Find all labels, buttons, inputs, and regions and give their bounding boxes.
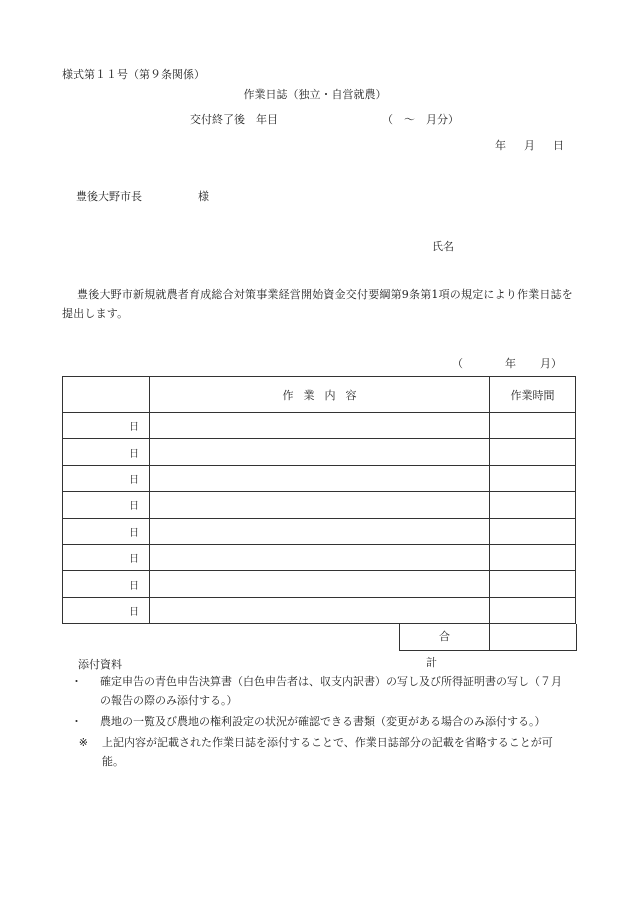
table-row: [63, 544, 576, 570]
content-cell[interactable]: [150, 413, 490, 439]
list-item: [62, 672, 582, 710]
submission-date: [477, 137, 564, 153]
total-row: [399, 624, 577, 669]
list-item: [62, 712, 582, 731]
hours-cell[interactable]: [490, 571, 576, 597]
form-number: 様式第１１号（第９条関係）: [62, 68, 205, 81]
hours-cell[interactable]: [490, 597, 576, 623]
table-row: [63, 439, 576, 465]
date-year: 年: [495, 139, 506, 152]
report-period: [190, 111, 459, 127]
content-cell[interactable]: [150, 544, 490, 570]
period-range: （ ～ 月分）: [382, 113, 459, 126]
date-day: 日: [553, 139, 564, 152]
hours-cell[interactable]: [490, 518, 576, 544]
bullet-mark: ・: [71, 715, 82, 728]
body-text: 豊後大野市新規就農者育成総合対策事業経営開始資金交付要綱第9条第1項の規定により作業日誌を提出します。: [62, 288, 573, 320]
header-content: 作業内容: [150, 377, 490, 413]
day-cell[interactable]: 日: [63, 571, 150, 597]
day-cell[interactable]: 日: [63, 413, 150, 439]
day-cell[interactable]: 日: [63, 439, 150, 465]
list-item-text: 上記内容が記載された作業日誌を添付することで、作業日誌部分の記載を省略することが可能。: [102, 736, 553, 768]
month-label-year: 年: [505, 357, 516, 370]
month-label-open: （: [452, 357, 463, 370]
hours-cell[interactable]: [490, 439, 576, 465]
table-header-row: [63, 377, 576, 413]
total-hours-cell[interactable]: [489, 624, 577, 651]
work-log-table: [62, 376, 576, 624]
table-row: [63, 413, 576, 439]
header-hours: 作業時間: [490, 377, 576, 413]
table-row: [63, 518, 576, 544]
hours-cell[interactable]: [490, 544, 576, 570]
content-cell[interactable]: [150, 597, 490, 623]
content-cell[interactable]: [150, 571, 490, 597]
date-month: 月: [524, 139, 535, 152]
day-cell[interactable]: 日: [63, 597, 150, 623]
table-row: [63, 597, 576, 623]
addressee: [76, 188, 209, 204]
attachments-title: 添付資料: [78, 658, 122, 671]
list-item-text: 農地の一覧及び農地の権利設定の状況が確認できる書類（変更がある場合のみ添付する。）: [100, 715, 546, 728]
header-day: [63, 377, 150, 413]
addressee-honorific: 様: [198, 190, 209, 203]
month-label-month: 月）: [540, 357, 562, 370]
month-label: [452, 355, 562, 371]
page-title: 作業日誌（独立・自営就農）: [243, 88, 387, 101]
table-row: [63, 465, 576, 491]
table-row: [63, 571, 576, 597]
day-cell[interactable]: 日: [63, 544, 150, 570]
list-item: [62, 733, 582, 771]
attachments-list: [62, 672, 582, 773]
addressee-name: 豊後大野市長: [76, 190, 142, 203]
asterisk-mark: ※: [78, 736, 88, 749]
day-cell[interactable]: 日: [63, 465, 150, 491]
day-cell[interactable]: 日: [63, 518, 150, 544]
applicant-name-label: 氏名: [432, 240, 454, 253]
table-row: [63, 492, 576, 518]
hours-cell[interactable]: [490, 492, 576, 518]
hours-cell[interactable]: [490, 413, 576, 439]
day-cell[interactable]: 日: [63, 492, 150, 518]
bullet-mark: ・: [71, 675, 82, 688]
hours-cell[interactable]: [490, 465, 576, 491]
content-cell[interactable]: [150, 465, 490, 491]
content-cell[interactable]: [150, 439, 490, 465]
list-item-text: 確定申告の青色申告決算書（白色申告者は、収支内訳書）の写し及び所得証明書の写し（７月の報告の際のみ添付する。）: [100, 675, 562, 707]
content-cell[interactable]: [150, 518, 490, 544]
total-label: 合計: [399, 624, 489, 651]
content-cell[interactable]: [150, 492, 490, 518]
period-label: 交付終了後 年目: [190, 113, 278, 126]
